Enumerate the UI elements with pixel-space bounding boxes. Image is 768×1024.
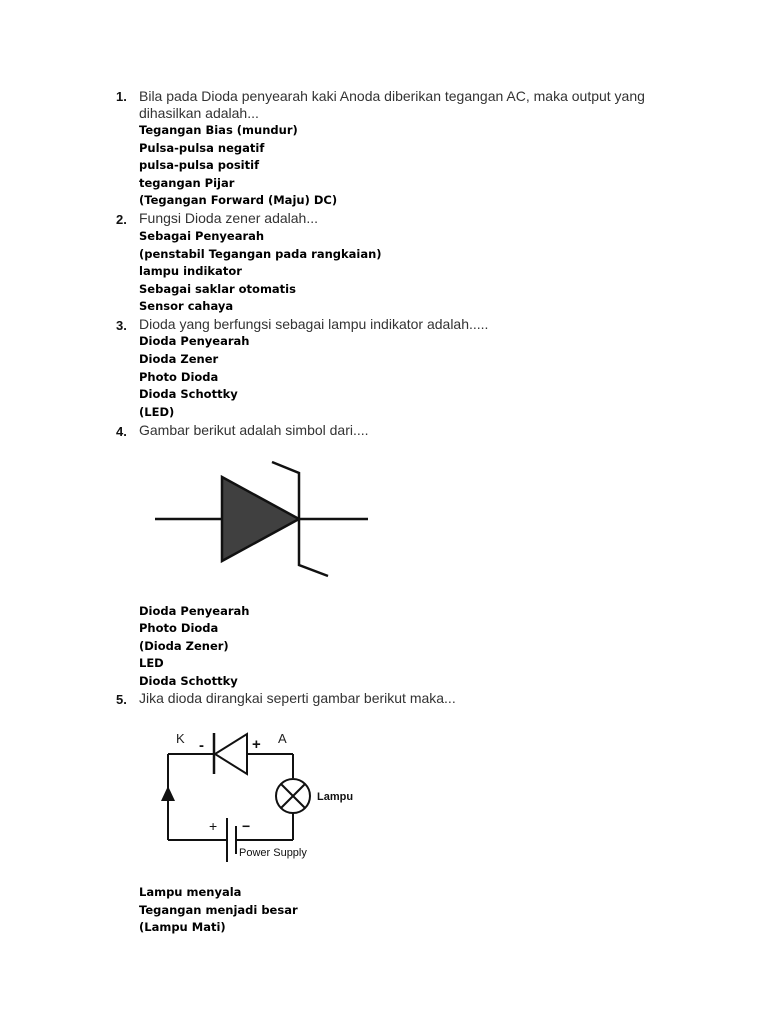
answer-option: tegangan Pijar xyxy=(139,176,235,190)
answer-option: pulsa-pulsa positif xyxy=(139,158,260,172)
diode-lamp-circuit-icon xyxy=(150,722,390,867)
label-plus: + xyxy=(252,736,261,753)
answer-option: Photo Dioda xyxy=(139,370,219,384)
question-number: 2. xyxy=(116,212,127,227)
answer-option: Sebagai saklar otomatis xyxy=(139,282,296,296)
question-text: Fungsi Dioda zener adalah... xyxy=(139,210,318,226)
answer-option: Tegangan menjadi besar xyxy=(139,903,298,917)
answer-option-correct: (LED) xyxy=(139,405,175,419)
answer-option-correct: (Lampu Mati) xyxy=(139,920,226,934)
question-text: Bila pada Dioda penyearah kaki Anoda diberikan tegangan AC, maka output yang dihasilkan adalah... xyxy=(139,88,645,121)
question-text: Gambar berikut adalah simbol dari.... xyxy=(139,422,369,438)
zener-diode-symbol-icon xyxy=(150,455,375,585)
answer-option: Dioda Penyearah xyxy=(139,334,250,348)
label-a: A xyxy=(278,731,287,746)
question-number: 1. xyxy=(116,89,127,104)
answer-option: Dioda Zener xyxy=(139,352,219,366)
power-supply-label: Power Supply xyxy=(239,847,307,859)
question-text: Jika dioda dirangkai seperti gambar berikut maka... xyxy=(139,690,456,706)
question-number: 3. xyxy=(116,318,127,333)
answer-option: LED xyxy=(139,656,164,670)
diode-triangle xyxy=(222,477,299,561)
answer-option: Sebagai Penyearah xyxy=(139,229,265,243)
answer-option: Dioda Schottky xyxy=(139,387,238,401)
answer-option: Dioda Schottky xyxy=(139,674,238,688)
diode-triangle xyxy=(215,734,247,774)
question-text: Dioda yang berfungsi sebagai lampu indikator adalah..... xyxy=(139,316,489,332)
question-number: 5. xyxy=(116,692,127,707)
answer-option: lampu indikator xyxy=(139,264,242,278)
answer-option: Tegangan Bias (mundur) xyxy=(139,123,298,137)
answer-option: Photo Dioda xyxy=(139,621,219,635)
answer-option: Pulsa-pulsa negatif xyxy=(139,141,265,155)
lamp-label: Lampu xyxy=(317,791,354,803)
label-minus: - xyxy=(199,737,204,754)
answer-option: Lampu menyala xyxy=(139,885,242,899)
answer-option-correct: (Tegangan Forward (Maju) DC) xyxy=(139,193,338,207)
answer-option: Dioda Penyearah xyxy=(139,604,250,618)
answer-option-correct: (penstabil Tegangan pada rangkaian) xyxy=(139,247,382,261)
answer-option-correct: (Dioda Zener) xyxy=(139,639,229,653)
current-arrow-icon xyxy=(161,786,175,801)
battery-plus-label: + xyxy=(209,818,218,834)
label-k: K xyxy=(176,731,185,746)
answer-option: Sensor cahaya xyxy=(139,299,234,313)
question-number: 4. xyxy=(116,424,127,439)
battery-minus-label: − xyxy=(242,818,251,834)
